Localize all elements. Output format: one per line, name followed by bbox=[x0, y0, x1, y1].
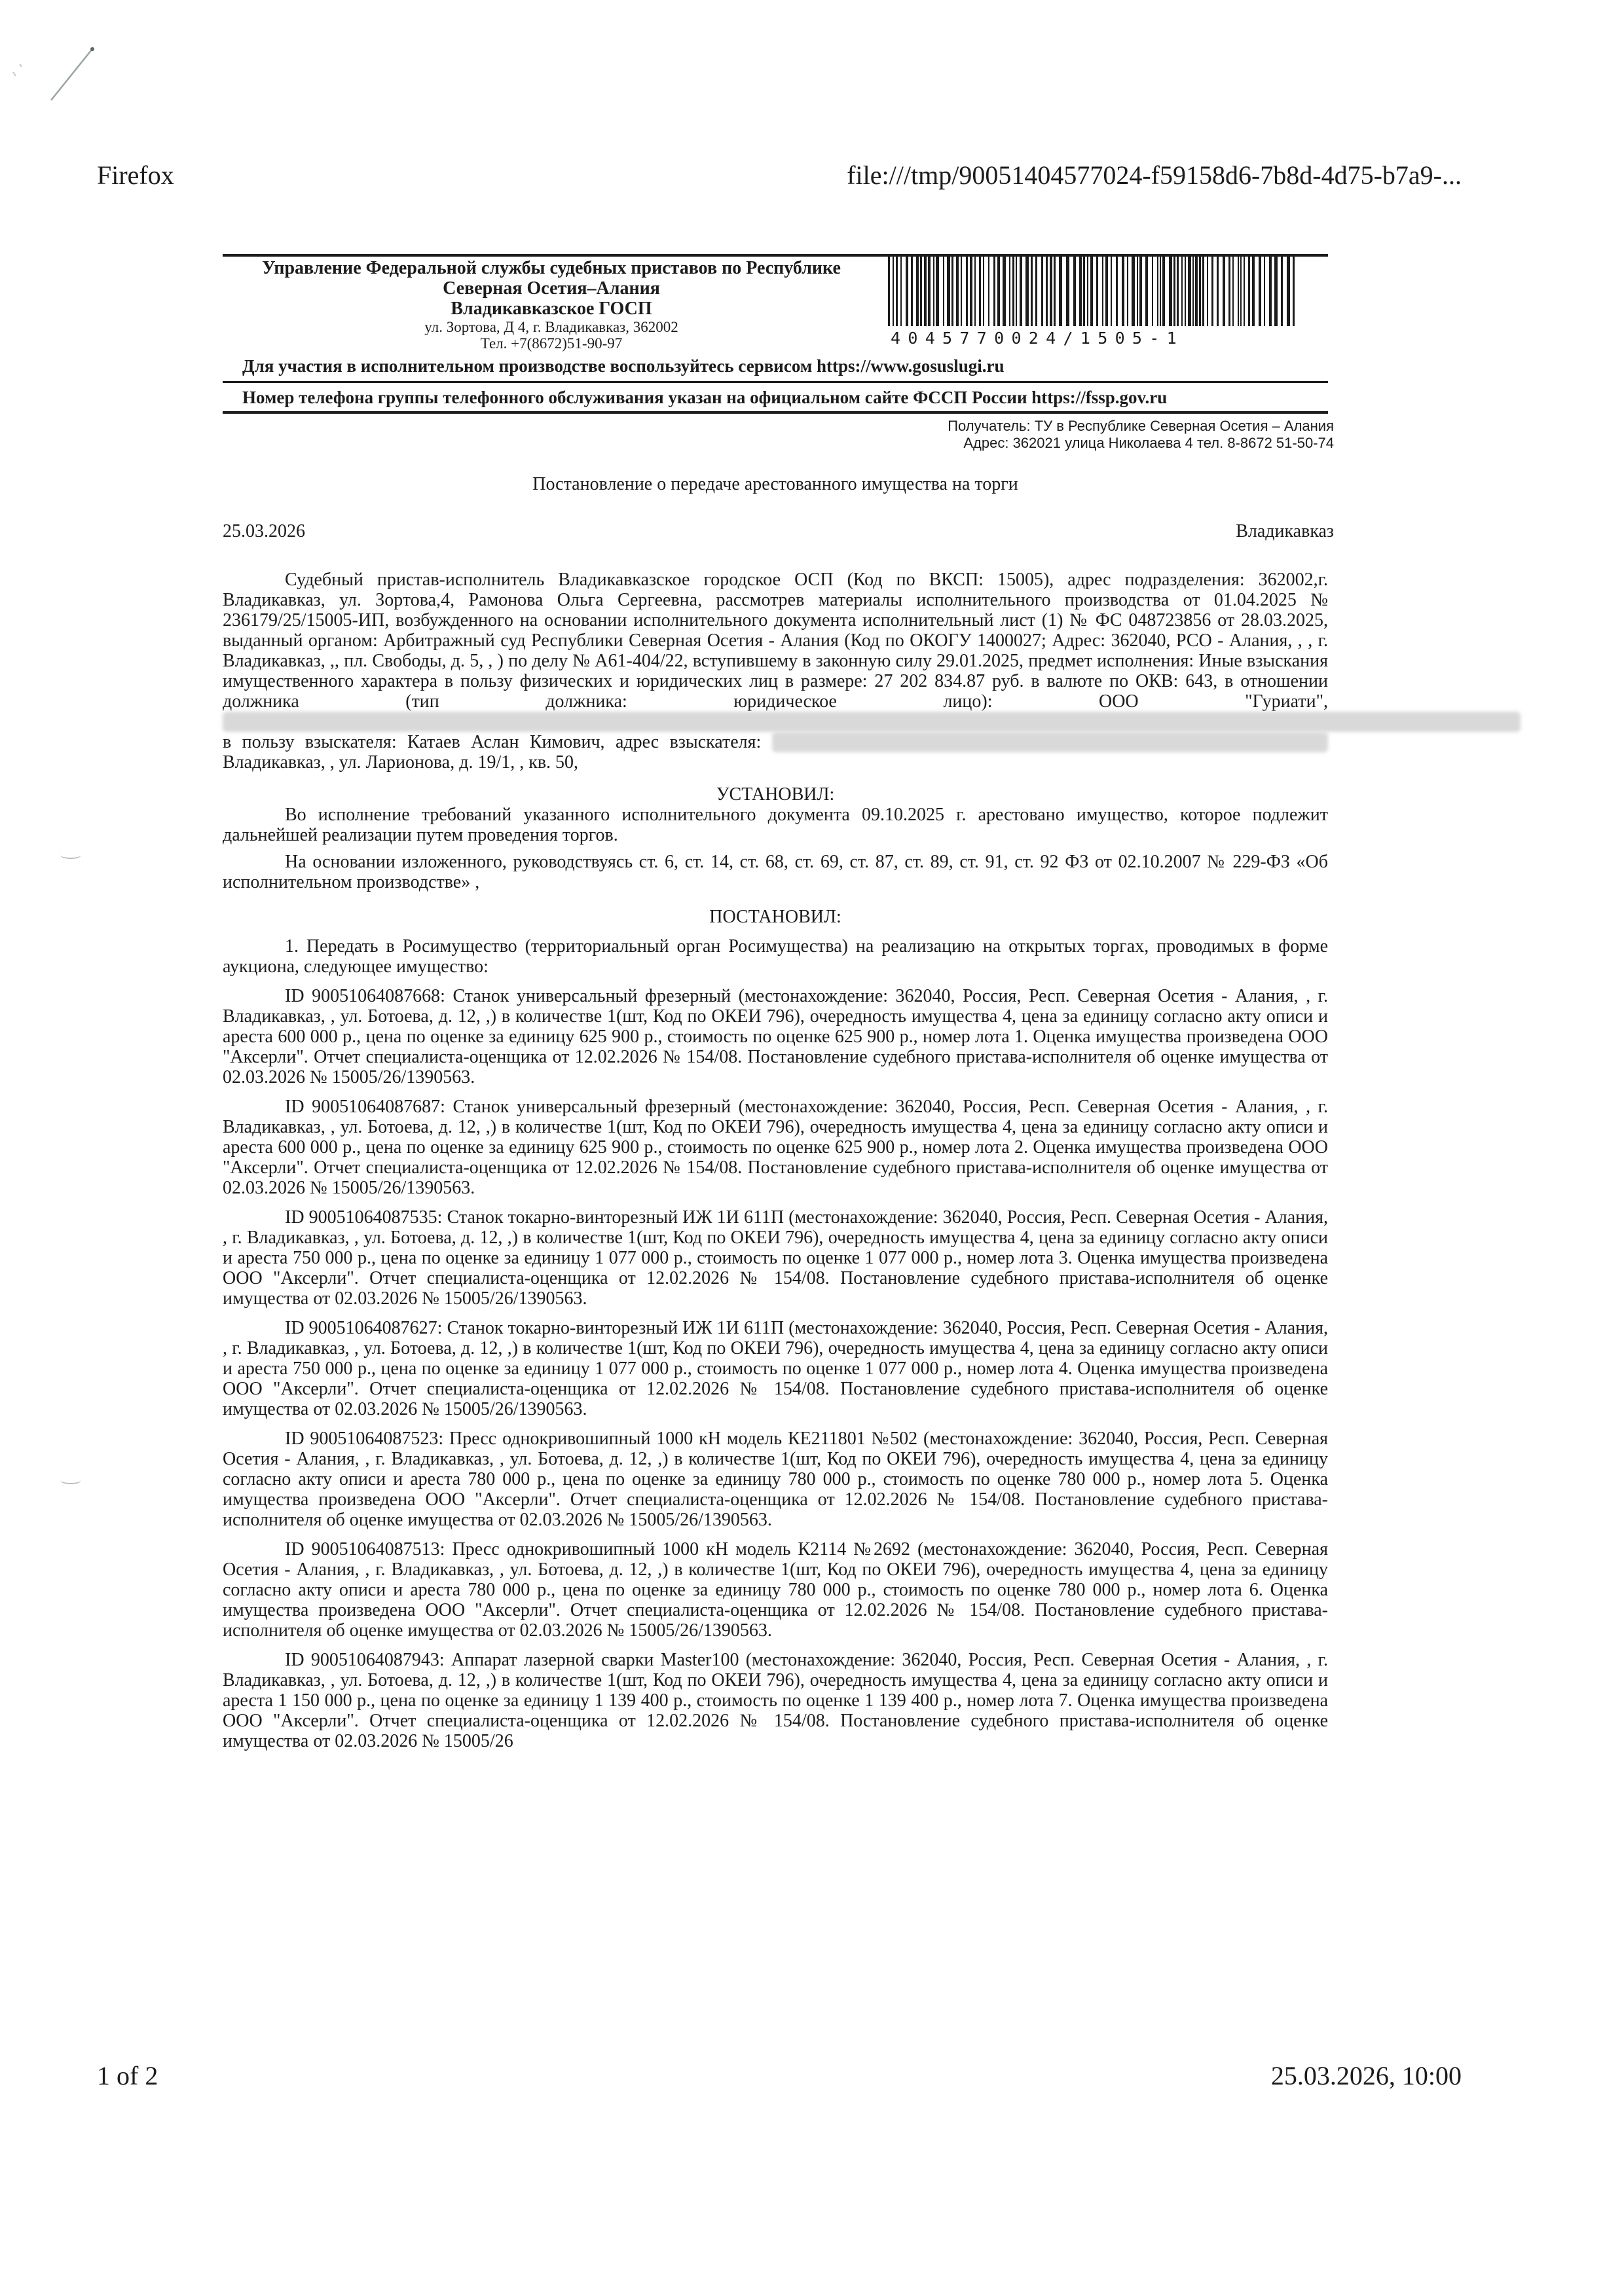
barcode-bar bbox=[1111, 257, 1112, 326]
barcode-bar bbox=[1232, 257, 1234, 326]
print-header-app: Firefox bbox=[97, 160, 174, 190]
barcode-bar bbox=[1025, 257, 1029, 326]
barcode-bar bbox=[1169, 257, 1172, 326]
barcode-bar bbox=[1244, 257, 1245, 326]
pen-scribble-mark bbox=[0, 0, 131, 131]
document-title: Постановление о передаче арестованного имущества на торги bbox=[532, 474, 1018, 494]
ustanovil-heading: УСТАНОВИЛ: bbox=[716, 784, 835, 805]
barcode-bar bbox=[1274, 257, 1278, 326]
postanovil-paragraph-1: 1. Передать в Росимущество (территориальный орган Росимущества) на реализацию на открытых торгах, проводимых в форме аукциона, следующее имущество: bbox=[223, 936, 1328, 977]
barcode-bar bbox=[1195, 257, 1198, 326]
redacted-claimant-address bbox=[772, 732, 1328, 752]
intro-text-part1: Судебный пристав-исполнитель Владикавказское городское ОСП (Код по ВКСП: 15005), адрес подразделения: 362002,г. Владикавказ, ул. Зортова,4, Рамонова Ольга Сергеевна, рассмотрев материалы исполнительного производства от 01.04.2025 № 236179/25/15005-ИП, возбужденного на основании исполнительного документа исполнительный лист (1) № ФС 048723856 от 28.03.2025, выданный органом: Арбитражный суд Республики Северная Осетия - Алания (Код по ОКОГУ 1400027; Адрес: 362040, РСО - Алания, , , г. Владикавказ, ,, пл. Свободы, д. 5, , ) по делу № А61-404/22, вступившему в законную силу 29.01.2025, предмет исполнения: Иные взыскания имущественного характера в пользу физических и юридических лиц в размере: 27 202 834.87 руб. в валюте по ОКВ: 643, в отношении должника (тип должника: юридическое лицо): ООО "Гуриати", bbox=[223, 570, 1328, 712]
barcode-bar bbox=[1287, 257, 1290, 326]
barcode-bar bbox=[956, 257, 959, 326]
barcode-bar bbox=[961, 257, 962, 326]
property-item-7: ID 90051064087943: Аппарат лазерной сварки Master100 (местонахождение: 362040, Россия, Респ. Северная Осетия - Алания, , г. Владикавказ, , ул. Ботоева, д. 12, ,) в количестве 1(шт, Код по ОКЕИ 796), очередность имущества 4, цена за единицу согласно акту описи и ареста 1 150 000 р., цена по оценке за единицу 1 139 400 р., стоимость по оценке 1 139 400 р., номер лота 7. Оценка имущества произведена ООО "Аксерли". Отчет специалиста-оценщика от 12.02.2026 № 154/08. Постановление судебного пристава-исполнителя об оценке имущества от 02.03.2026 № 15005/26 bbox=[223, 1650, 1328, 1751]
barcode-bar bbox=[1003, 257, 1006, 326]
barcode-bar bbox=[1046, 257, 1048, 326]
barcode-bar bbox=[1181, 257, 1183, 326]
barcode-bar bbox=[1248, 257, 1250, 326]
property-item-1: ID 90051064087668: Станок универсальный фрезерный (местонахождение: 362040, Россия, Респ. Северная Осетия - Алания, , г. Владикавказ, , ул. Ботоева, д. 12, ,) в количестве 1(шт, Код по ОКЕИ 796), очередность имущества 4, цена за единицу согласно акту описи и ареста 600 000 р., цена по оценке за единицу 625 900 р., стоимость по оценке 625 900 р., номер лота 1. Оценка имущества произведена ООО "Аксерли". Отчет специалиста-оценщика от 12.02.2026 № 154/08. Постановление судебного пристава-исполнителя об оценке имущества от 02.03.2026 № 15005/26/1390563. bbox=[223, 986, 1328, 1087]
barcode-bar bbox=[933, 257, 934, 326]
issuer-line1: Управление Федеральной службы судебных приставов по Республике bbox=[262, 258, 841, 278]
barcode-bar bbox=[928, 257, 931, 326]
barcode-bar bbox=[1173, 257, 1175, 326]
document-date: 25.03.2026 bbox=[223, 521, 305, 541]
property-item-3: ID 90051064087535: Станок токарно-винторезный ИЖ 1И 611П (местонахождение: 362040, Россия, Респ. Северная Осетия - Алания, , г. Владикавказ, , ул. Ботоева, д. 12, ,) в количестве 1(шт, Код по ОКЕИ 796), очередность имущества 4, цена за единицу согласно акту описи и ареста 750 000 р., цена по оценке за единицу 1 077 000 р., стоимость по оценке 1 077 000 р., номер лота 3. Оценка имущества произведена ООО "Аксерли". Отчет специалиста-оценщика от 12.02.2026 № 154/08. Постановление судебного пристава-исполнителя об оценке имущества от 02.03.2026 № 15005/26/1390563. bbox=[223, 1207, 1328, 1309]
barcode-bar bbox=[1162, 257, 1165, 326]
intro-text-part3: Владикавказ, , ул. Ларионова, д. 19/1, , кв. 50, bbox=[223, 752, 579, 773]
barcode-bar bbox=[893, 257, 894, 326]
barcode-bar bbox=[916, 257, 919, 326]
barcode-bar bbox=[1240, 257, 1242, 326]
barcode-bar bbox=[947, 257, 950, 326]
barcode-bar bbox=[1087, 257, 1088, 326]
barcode-bar bbox=[988, 257, 989, 326]
barcode-bar bbox=[1139, 257, 1142, 326]
barcode-bar bbox=[1207, 257, 1208, 326]
print-header-url: file:///tmp/90051404577024-f59158d6-7b8d-4d75-b7a9-... bbox=[847, 160, 1462, 190]
barcode-bar bbox=[1035, 257, 1037, 326]
barcode-bar bbox=[1259, 257, 1261, 326]
header-mid-rule bbox=[223, 381, 1328, 383]
barcode-bar bbox=[920, 257, 922, 326]
barcode-bar bbox=[906, 257, 908, 326]
issuer-line2: Северная Осетия–Алания bbox=[443, 278, 660, 299]
header-bottom-rule bbox=[223, 411, 1328, 414]
document-body bbox=[223, 570, 1328, 1751]
barcode-bar bbox=[1199, 257, 1201, 326]
barcode-bar bbox=[1079, 257, 1082, 326]
recipient-line1: Получатель: ТУ в Республике Северная Осетия – Алания bbox=[948, 418, 1334, 434]
barcode-bar bbox=[1252, 257, 1255, 326]
barcode-bar bbox=[1059, 257, 1062, 326]
barcode-number: 4045770024/1505-1 bbox=[891, 329, 1184, 348]
barcode-bar bbox=[1050, 257, 1052, 326]
barcode-bar bbox=[1020, 257, 1022, 326]
barcode-bar bbox=[1211, 257, 1213, 326]
issuer-address: ул. Зортова, Д 4, г. Владикавказ, 362002 bbox=[424, 319, 678, 335]
barcode-bar bbox=[1073, 257, 1076, 326]
barcode-bar bbox=[896, 257, 898, 326]
print-footer-datetime: 25.03.2026, 10:00 bbox=[1270, 2061, 1462, 2090]
barcode-bar bbox=[1009, 257, 1010, 326]
property-item-2: ID 90051064087687: Станок универсальный фрезерный (местонахождение: 362040, Россия, Респ. Северная Осетия - Алания, , г. Владикавказ, , ул. Ботоева, д. 12, ,) в количестве 1(шт, Код по ОКЕИ 796), очередность имущества 4, цена за единицу согласно акту описи и ареста 600 000 р., цена по оценке за единицу 625 900 р., стоимость по оценке 625 900 р., номер лота 2. Оценка имущества произведена ООО "Аксерли". Отчет специалиста-оценщика от 12.02.2026 № 154/08. Постановление судебного пристава-исполнителя об оценке имущества от 02.03.2026 № 15005/26/1390563. bbox=[223, 1097, 1328, 1198]
property-item-5: ID 90051064087523: Пресс однокривошипный 1000 кН модель КЕ211801 №502 (местонахождение: 362040, Россия, Респ. Северная Осетия - Алания, , г. Владикавказ, , ул. Ботоева, д. 12, ,) в количестве 1(шт, Код по ОКЕИ 796), очередность имущества 4, цена за единицу согласно акту описи и ареста 780 000 р., цена по оценке за единицу 780 000 р., стоимость по оценке 780 000 р., номер лота 5. Оценка имущества произведена ООО "Аксерли". Отчет специалиста-оценщика от 12.02.2026 № 154/08. Постановление судебного пристава-исполнителя об оценке имущества от 02.03.2026 № 15005/26/1390563. bbox=[223, 1429, 1328, 1530]
barcode-bar bbox=[966, 257, 968, 326]
intro-text-part2: в пользу взыскателя: Катаев Аслан Кимович, адрес взыскателя: bbox=[223, 732, 762, 752]
barcode-bar bbox=[974, 257, 976, 326]
barcode-bar bbox=[1269, 257, 1272, 326]
barcode-bar bbox=[900, 257, 902, 326]
barcode-bar bbox=[993, 257, 995, 326]
barcode-bar bbox=[1083, 257, 1085, 326]
barcode-bar bbox=[943, 257, 944, 326]
barcode-bar bbox=[1105, 257, 1108, 326]
barcode-bar bbox=[1127, 257, 1128, 326]
barcode-bar bbox=[924, 257, 927, 326]
barcode-bar bbox=[1012, 257, 1014, 326]
barcode-bar bbox=[1041, 257, 1043, 326]
barcode-bar bbox=[1223, 257, 1225, 326]
issuer-line3: Владикавказское ГОСП bbox=[451, 299, 652, 319]
barcode-bar bbox=[997, 257, 1000, 326]
barcode-bar bbox=[1264, 257, 1265, 326]
barcode-bar bbox=[983, 257, 984, 326]
barcode-bar bbox=[1116, 257, 1118, 326]
property-item-6: ID 90051064087513: Пресс однокривошипный 1000 кН модель К2114 №2692 (местонахождение: 362040, Россия, Респ. Северная Осетия - Алания, , г. Владикавказ, , ул. Ботоева, д. 12, ,) в количестве 1(шт, Код по ОКЕИ 796), очередность имущества 4, цена за единицу согласно акту описи и ареста 780 000 р., цена по оценке за единицу 780 000 р., стоимость по оценке 780 000 р., номер лота 6. Оценка имущества произведена ООО "Аксерли". Отчет специалиста-оценщика от 12.02.2026 № 154/08. Постановление судебного пристава-исполнителя об оценке имущества от 02.03.2026 № 15005/26/1390563. bbox=[223, 1539, 1328, 1641]
barcode-bar bbox=[979, 257, 981, 326]
property-item-4: ID 90051064087627: Станок токарно-винторезный ИЖ 1И 611П (местонахождение: 362040, Россия, Респ. Северная Осетия - Алания, , г. Владикавказ, , ул. Ботоева, д. 12, ,) в количестве 1(шт, Код по ОКЕИ 796), очередность имущества 4, цена за единицу согласно акту описи и ареста 750 000 р., цена по оценке за единицу 1 077 000 р., стоимость по оценке 1 077 000 р., номер лота 4. Оценка имущества произведена ООО "Аксерли". Отчет специалиста-оценщика от 12.02.2026 № 154/08. Постановление судебного пристава-исполнителя об оценке имущества от 02.03.2026 № 15005/26/1390563. bbox=[223, 1318, 1328, 1419]
barcode-bar bbox=[1157, 257, 1158, 326]
issuer-phone: Тел. +7(8672)51-90-97 bbox=[480, 335, 623, 352]
barcode-bar bbox=[951, 257, 953, 326]
issuer-block bbox=[224, 258, 879, 352]
redacted-debtor-details bbox=[223, 712, 1521, 732]
barcode-bar bbox=[911, 257, 913, 326]
barcode-bar bbox=[1145, 257, 1148, 326]
barcode-bar bbox=[1188, 257, 1191, 326]
barcode-bar bbox=[1202, 257, 1204, 326]
barcode-bar bbox=[1016, 257, 1017, 326]
barcode-bar bbox=[1192, 257, 1194, 326]
ustanovil-paragraph-2: На основании изложенного, руководствуясь ст. 6, ст. 14, ст. 68, ст. 69, ст. 87, ст. 89, ст. 91, ст. 92 ФЗ от 02.10.2007 № 229-ФЗ «Об исполнительном производстве» , bbox=[223, 852, 1328, 892]
barcode-bar bbox=[888, 257, 890, 326]
barcode-bar bbox=[1132, 257, 1135, 326]
barcode-bar bbox=[1090, 257, 1093, 326]
document-city: Владикавказ bbox=[1236, 521, 1334, 541]
scan-mark bbox=[60, 1476, 81, 1484]
ustanovil-paragraph-1: Во исполнение требований указанного исполнительного документа 09.10.2025 г. арестовано имущество, которое подлежит дальнейшей реализации путем проведения торгов. bbox=[223, 805, 1328, 845]
print-footer-page: 1 of 2 bbox=[97, 2061, 158, 2090]
barcode-bar bbox=[1122, 257, 1124, 326]
recipient-address: Адрес: 362021 улица Николаева 4 тел. 8-8672 51-50-74 bbox=[963, 435, 1334, 451]
fssp-phone-info-line: Номер телефона группы телефонного обслуживания указан на официальном сайте ФССП России https://fssp.gov.ru bbox=[242, 388, 1168, 407]
barcode-bar bbox=[936, 257, 939, 326]
barcode-bar bbox=[1066, 257, 1069, 326]
barcode-bar bbox=[1293, 257, 1295, 326]
intro-paragraph bbox=[223, 570, 1328, 773]
document-barcode bbox=[888, 257, 1297, 339]
recipient-block bbox=[948, 418, 1334, 452]
barcode-bar bbox=[1228, 257, 1230, 326]
barcode-bar bbox=[1177, 257, 1179, 326]
barcode-bar bbox=[1217, 257, 1219, 326]
barcode-bar bbox=[1102, 257, 1103, 326]
gosuslugi-info-line: Для участия в исполнительном производстве воспользуйтесь сервисом https://www.gosuslugi.ru bbox=[242, 356, 1005, 376]
barcode-bar bbox=[1096, 257, 1098, 326]
scan-mark bbox=[60, 851, 81, 859]
barcode-bar bbox=[1054, 257, 1056, 326]
barcode-bar bbox=[1031, 257, 1033, 326]
barcode-bar bbox=[1160, 257, 1161, 326]
barcode-bar bbox=[1137, 257, 1138, 326]
barcode-bar bbox=[1238, 257, 1239, 326]
barcode-bar bbox=[970, 257, 972, 326]
barcode-bar bbox=[1152, 257, 1153, 326]
barcode-bar bbox=[1281, 257, 1283, 326]
barcode-bar bbox=[1185, 257, 1186, 326]
postanovil-heading: ПОСТАНОВИЛ: bbox=[709, 907, 841, 927]
